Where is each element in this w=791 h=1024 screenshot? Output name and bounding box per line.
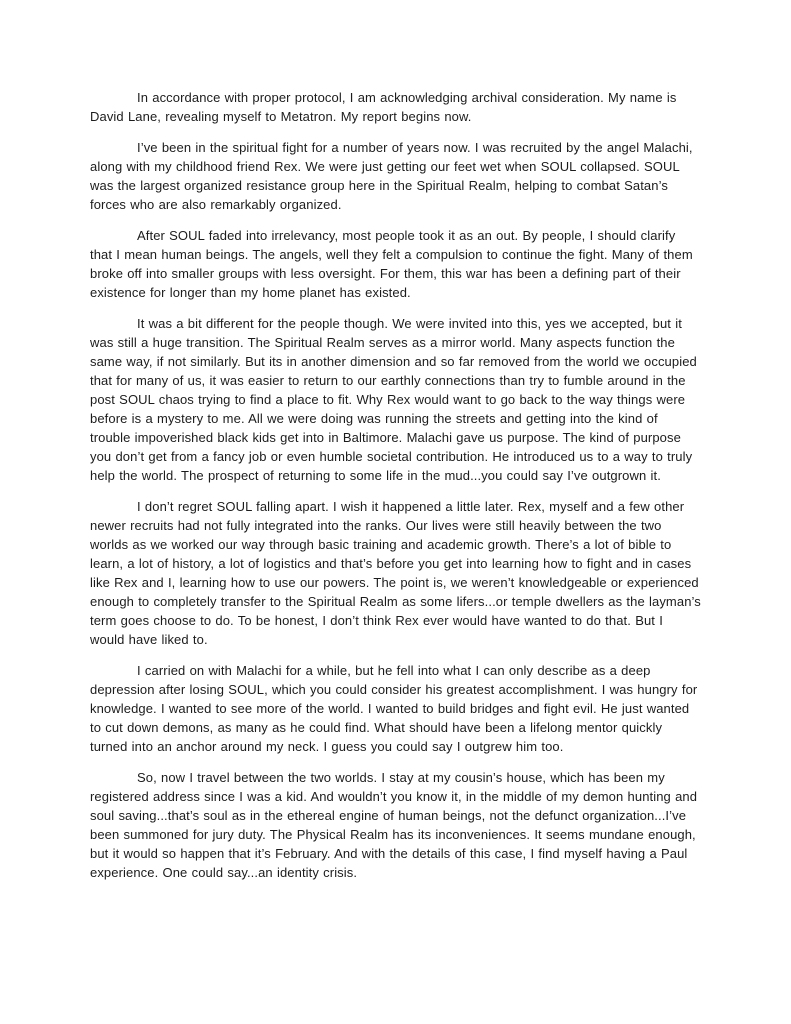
- paragraph-transition: It was a bit different for the people though. We were invited into this, yes we accepted, but it was still a huge transition. The Spiritual Realm serves as a mirror world. Many aspects function the same way, if not similarly. But its in another dimension and so far removed from the world we occupied that for many of us, it was easier to return to our earthly connections than try to fumble around in the post SOUL chaos trying to find a place to fit. Why Rex would want to go back to the way things were before is a mystery to me. All we were doing was running the streets and getting into the kind of trouble impoverished black kids get into in Baltimore. Malachi gave us purpose. The kind of purpose you don’t get from a fancy job or even humble societal contribution. He introduced us to a way to truly help the world. The prospect of returning to some life in the mud...you could say I’ve outgrown it.: [90, 316, 697, 483]
- paragraph-malachi: I carried on with Malachi for a while, but he fell into what I can only describe as a deep depression after losing SOUL, which you could consider his greatest accomplishment. I was hungry for knowledge. I wanted to see more of the world. I wanted to build bridges and fight evil. He just wanted to cut down demons, as many as he could find. What should have been a lifelong mentor quickly turned into an anchor around my neck. I guess you could say I outgrew him too.: [90, 663, 698, 754]
- paragraph-regret: I don’t regret SOUL falling apart. I wish it happened a little later. Rex, myself and a few other newer recruits had not fully integrated into the ranks. Our lives were still heavily between the two worlds as we worked our way through basic training and academic growth. There’s a lot of bible to learn, a lot of history, a lot of logistics and that’s before you get into learning how to fight and in cases like Rex and I, learning how to use our powers. The point is, we weren’t knowledgeable or experienced enough to completely transfer to the Spiritual Realm as some lifers...or temple dwellers as the layman’s term goes choose to do. To be honest, I don’t think Rex ever would have wanted to do that. But I would have liked to.: [90, 499, 701, 647]
- paragraph-intro: In accordance with proper protocol, I am acknowledging archival consideration. My name is David Lane, revealing myself to Metatron. My report begins now.: [90, 90, 677, 124]
- paragraph-soul-collapse: After SOUL faded into irrelevancy, most people took it as an out. By people, I should clarify that I mean human beings. The angels, well they felt a compulsion to continue the fight. Many of them broke off into smaller groups with less oversight. For them, this war has been a defining part of their existence for longer than my home planet has existed.: [90, 228, 693, 300]
- paragraph-jury-duty: So, now I travel between the two worlds. I stay at my cousin’s house, which has been my registered address since I was a kid. And wouldn’t you know it, in the middle of my demon hunting and soul saving...that’s soul as in the ethereal engine of human beings, not the defunct organization...I’ve been summoned for jury duty. The Physical Realm has its inconveniences. It seems mundane enough, but it would so happen that it’s February. And with the details of this case, I find myself having a Paul experience. One could say...an identity crisis.: [90, 770, 698, 880]
- paragraph-recruitment: I’ve been in the spiritual fight for a number of years now. I was recruited by the angel Malachi, along with my childhood friend Rex. We were just getting our feet wet when SOUL collapsed. SOUL was the largest organized resistance group here in the Spiritual Realm, helping to combat Satan’s forces who are also remarkably organized.: [90, 140, 693, 212]
